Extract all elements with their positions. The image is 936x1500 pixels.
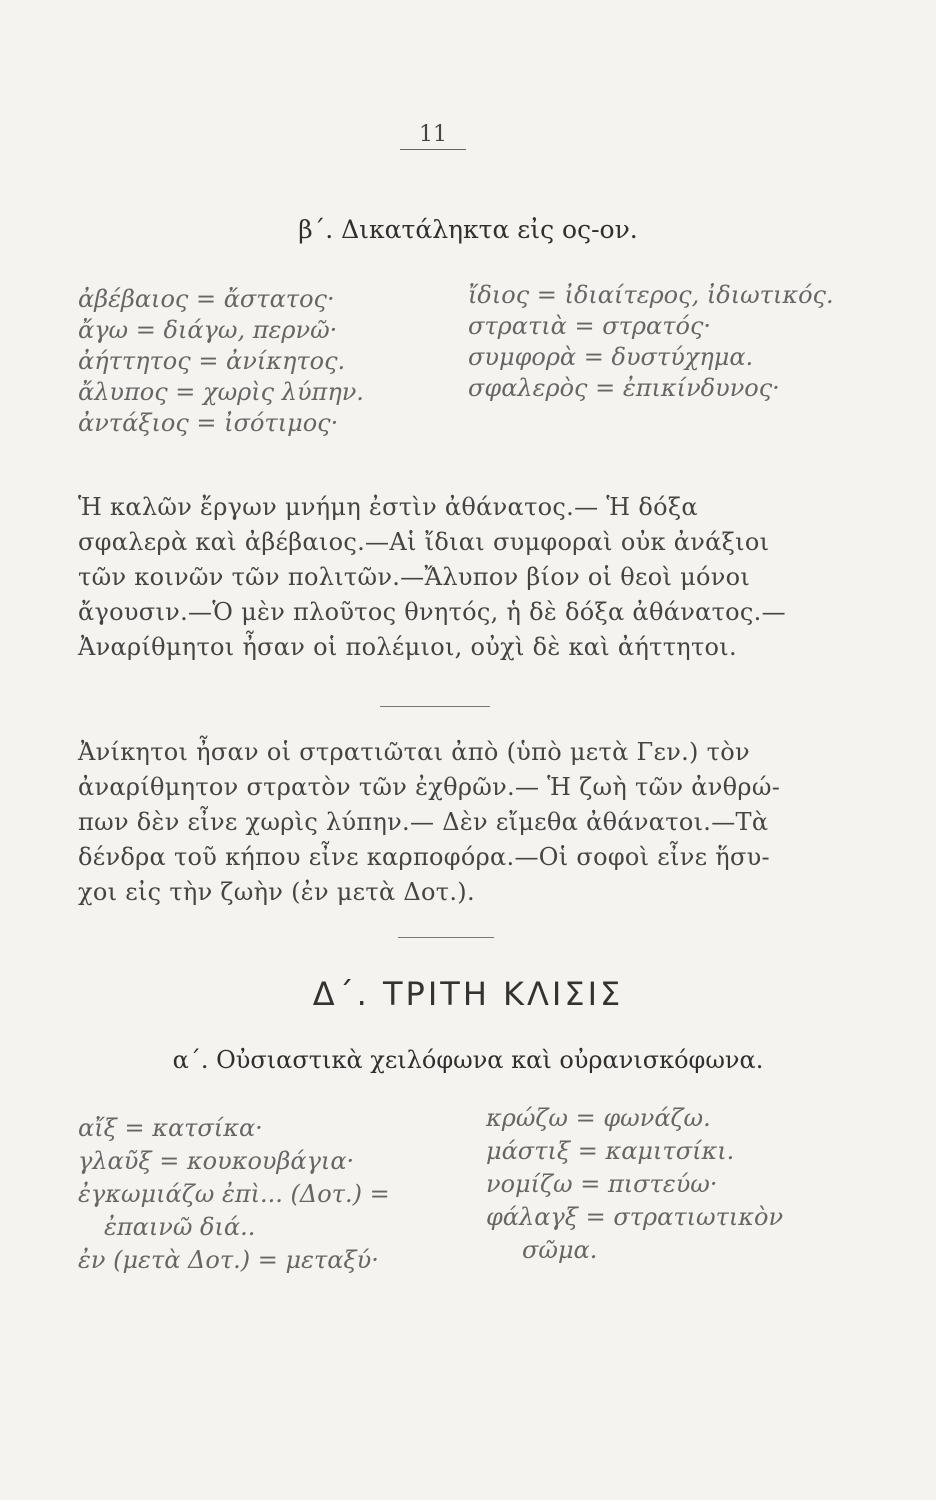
vocab-list-right-2	[486, 1102, 783, 1267]
exercise-paragraph-1	[78, 490, 838, 665]
vocab-entry: ἐν (μετὰ Δοτ.) = μεταξύ·	[78, 1246, 379, 1274]
vocab-entry: φάλαγξ = στρατιωτικὸν	[486, 1203, 784, 1231]
text-line: δένδρα τοῦ κήπου εἶνε καρποφόρα.—Οἱ σοφοὶ εἶνε ἥσυ-	[78, 843, 770, 871]
vocab-entry: ἀντάξιος = ἰσότιμος·	[78, 409, 339, 437]
text-line: ἄγουσιν.—Ὁ μὲν πλοῦτος θνητός, ἡ δὲ δόξα ἀθάνατος.—	[78, 598, 786, 626]
vocab-entry: ἴδιος = ἰδιαίτερος, ἰδιωτικός.	[468, 281, 834, 309]
vocab-entry: μάστιξ = καμιτσίκι.	[486, 1137, 735, 1165]
text-line: πων δὲν εἶνε χωρὶς λύπην.— Δὲν εἴμεθα ἀθάνατοι.—Τὰ	[78, 808, 769, 836]
vocab-entry: ἐγκωμιάζω ἐπὶ... (Δοτ.) =	[78, 1180, 390, 1208]
vocab-entry: ἄλυπος = χωρὶς λύπην.	[78, 378, 364, 406]
text-line: Ἀνίκητοι ἦσαν οἱ στρατιῶται ἀπὸ (ὑπὸ μετὰ Γεν.) τὸν	[78, 738, 750, 766]
exercise-paragraph-2	[78, 735, 838, 910]
vocab-entry: ἀβέβαιος = ἄστατος·	[78, 285, 335, 313]
text-line: χοι εἰς τὴν ζωὴν (ἐν μετὰ Δοτ.).	[78, 878, 475, 906]
separator-rule	[398, 937, 494, 938]
vocab-entry: αἴξ = κατσίκα·	[78, 1114, 263, 1142]
text-line: Ἡ καλῶν ἔργων μνήμη ἐστὶν ἀθάνατος.— Ἡ δόξα	[78, 493, 698, 521]
vocab-entry: στρατιὰ = στρατός·	[468, 312, 712, 340]
section-title: Δ΄. ΤΡΙΤΗ ΚΛΙΣΙΣ	[312, 975, 624, 1013]
vocab-entry: κρώζω = φωνάζω.	[486, 1104, 711, 1132]
separator-rule	[380, 706, 490, 707]
vocab-entry: σῶμα.	[522, 1236, 598, 1264]
vocab-entry: ἀήττητος = ἀνίκητος.	[78, 347, 346, 375]
vocab-list-left-2	[78, 1112, 390, 1277]
vocab-entry: νομίζω = πιστεύω·	[486, 1170, 718, 1198]
vocab-entry: ἄγω = διάγω, περνῶ·	[78, 316, 338, 344]
page-number: 11	[419, 122, 447, 147]
vocab-entry: συμφορὰ = δυστύχημα.	[468, 343, 754, 371]
text-line: τῶν κοινῶν τῶν πολιτῶν.—Ἄλυπον βίον οἱ θεοὶ μόνοι	[78, 563, 751, 591]
text-line: σφαλερὰ καὶ ἀβέβαιος.—Αἱ ἴδιαι συμφοραὶ οὐκ ἀνάξιοι	[78, 528, 770, 556]
vocab-list-right	[468, 280, 834, 404]
subsection-heading-alpha: α΄. Οὐσιαστικὰ χειλόφωνα καὶ οὐρανισκόφωνα.	[172, 1046, 764, 1074]
text-line: Ἀναρίθμητοι ἦσαν οἱ πολέμιοι, οὐχὶ δὲ καὶ ἀήττητοι.	[78, 633, 737, 661]
vocab-entry: σφαλερὸς = ἐπικίνδυνος·	[468, 374, 780, 402]
vocab-entry: γλαῦξ = κουκουβάγια·	[78, 1147, 355, 1175]
text-line: ἀναρίθμητον στρατὸν τῶν ἐχθρῶν.— Ἡ ζωὴ τῶν ἀνθρώ-	[78, 773, 781, 801]
vocab-entry: ἐπαινῶ διά..	[104, 1213, 256, 1241]
vocab-list-left	[78, 284, 364, 439]
subsection-heading-beta: β΄. Δικατάληκτα εἰς ος-ον.	[298, 215, 638, 244]
page-number-rule	[400, 149, 466, 150]
